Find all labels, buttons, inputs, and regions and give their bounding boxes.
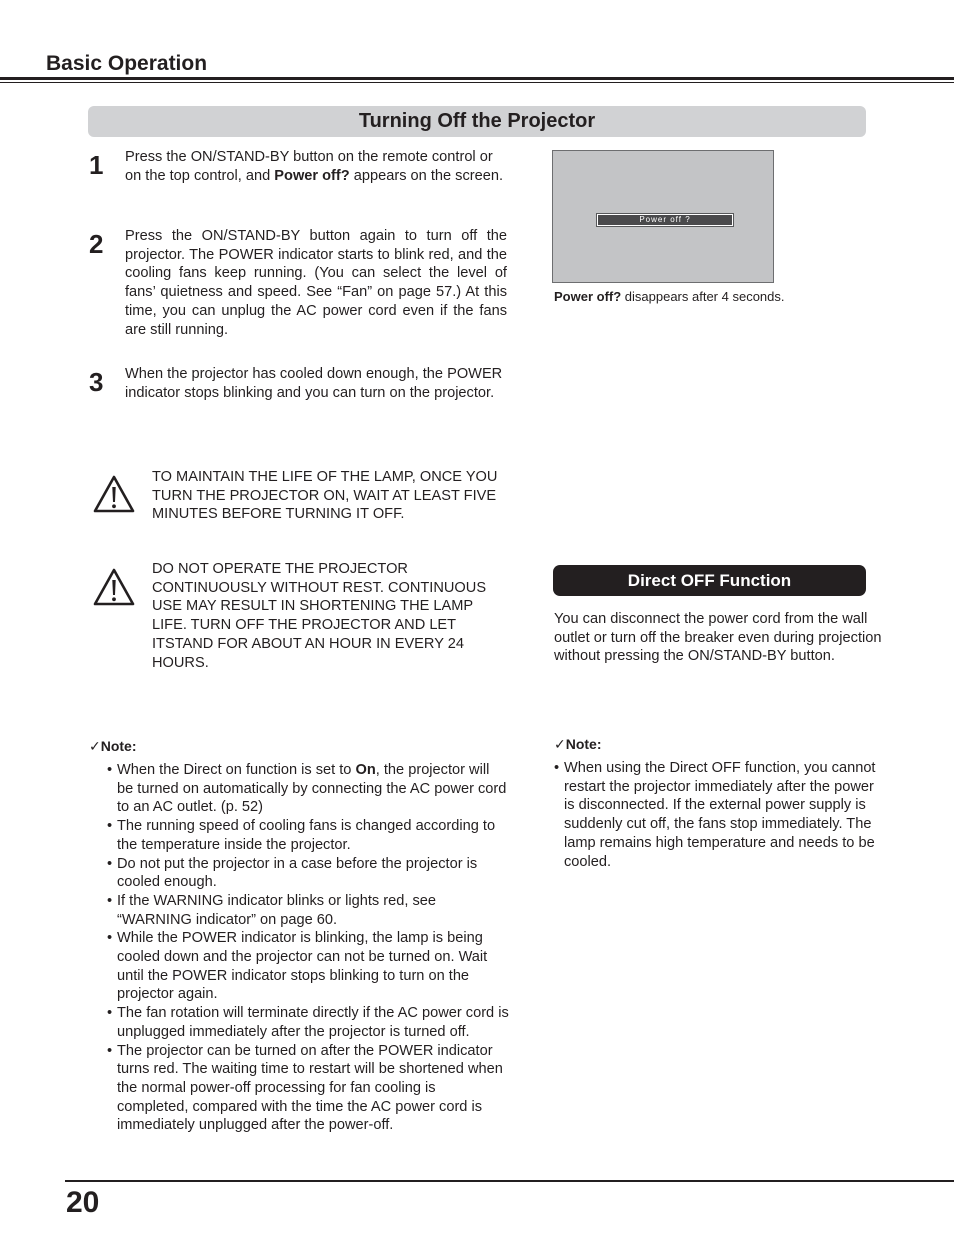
page-title: Turning Off the Projector [358,110,596,132]
list-item: • While the POWER indicator is blinking, the lamp is being cooled down and the projector can not be turned on. Wait until the POWER indicator stops blinking to turn on the projector again. [107,929,509,1004]
check-icon: ✓ [89,738,101,754]
list-item: • When the Direct on function is set to On, the projector will be turned on automatically by connecting the AC power cord to an AC outlet. (p. 52) [107,761,509,817]
power-off-message: Power off ? [597,214,733,226]
list-item: • The fan rotation will terminate directly if the AC power cord is unplugged immediately after the projector is turned off. [107,1004,509,1041]
note-heading-left: ✓Note: [89,738,137,754]
warning-text-lamp-life: TO MAINTAIN THE LIFE OF THE LAMP, ONCE YOU TURN THE PROJECTOR ON, WAIT AT LEAST FIVE MINUTES BEFORE TURNING IT OFF. [152,469,498,523]
screen-illustration [552,150,774,283]
note-list-right [554,759,878,871]
step-2-text: Press the ON/STAND-BY button again to turn off the projector. The POWER indicator starts to blink red, and the cooling fans keep running. (You can select the level of fans’ quietness and speed. See “Fan” on page 57.) At this time, you can unplug the AC power cord even if the fans are still running. [125,228,507,338]
footer-rule [65,1180,954,1182]
list-item: • The running speed of cooling fans is changed according to the temperature inside the projector. [107,817,509,854]
direct-off-title-bar [553,565,866,596]
list-item: • The projector can be turned on after the POWER indicator turns red. The waiting time to restart will be shortened when the normal power-off processing for fan cooling is completed, compared with the time the AC power cord is immediately unplugged after the power-off. [107,1042,509,1136]
page-title-bar [88,106,866,137]
warning-icon [92,567,136,607]
note-heading-right: ✓Note: [554,736,602,752]
direct-off-title: Direct OFF Function [627,570,792,590]
list-item: • If the WARNING indicator blinks or lights red, see “WARNING indicator” on page 60. [107,892,509,929]
step-3-number: 3 [89,367,104,397]
list-item: • Do not put the projector in a case before the projector is cooled enough. [107,855,509,892]
section-header: Basic Operation [46,52,208,75]
check-icon: ✓ [554,736,566,752]
warning-icon [92,474,136,514]
direct-off-text: You can disconnect the power cord from the wall outlet or turn off the breaker even during projection without pressing the ON/STAND-BY button. [554,611,882,665]
step-1-text: Press the ON/STAND-BY button on the remote control or on the top control, and Power off? appears on the screen. [125,149,504,184]
list-item: • When using the Direct OFF function, you cannot restart the projector immediately after the power is disconnected. If the external power supply is suddenly cut off, the fans stop immediately. The lamp remains high temperature and needs to be cooled. [554,759,878,871]
power-off-label: Power off? [274,167,350,184]
step-1-number: 1 [89,150,104,180]
header-rule-thin [0,82,954,83]
warning-text-continuous-use: DO NOT OPERATE THE PROJECTOR CONTINUOUSLY WITHOUT REST. CONTINUOUS USE MAY RESULT IN SHORTENING THE LAMP LIFE. TURN OFF THE PROJECTOR AND LET ITSTAND FOR ABOUT AN HOUR IN EVERY 24 HOURS. [152,561,487,671]
step-2-number: 2 [89,229,104,259]
header-rule-thick [0,77,954,80]
note-list-left [107,761,509,1135]
screen-caption: Power off? disappears after 4 seconds. [554,289,785,304]
page-number: 20 [66,1186,100,1219]
step-3-text: When the projector has cooled down enough, the POWER indicator stops blinking and you can turn on the projector. [125,366,503,401]
